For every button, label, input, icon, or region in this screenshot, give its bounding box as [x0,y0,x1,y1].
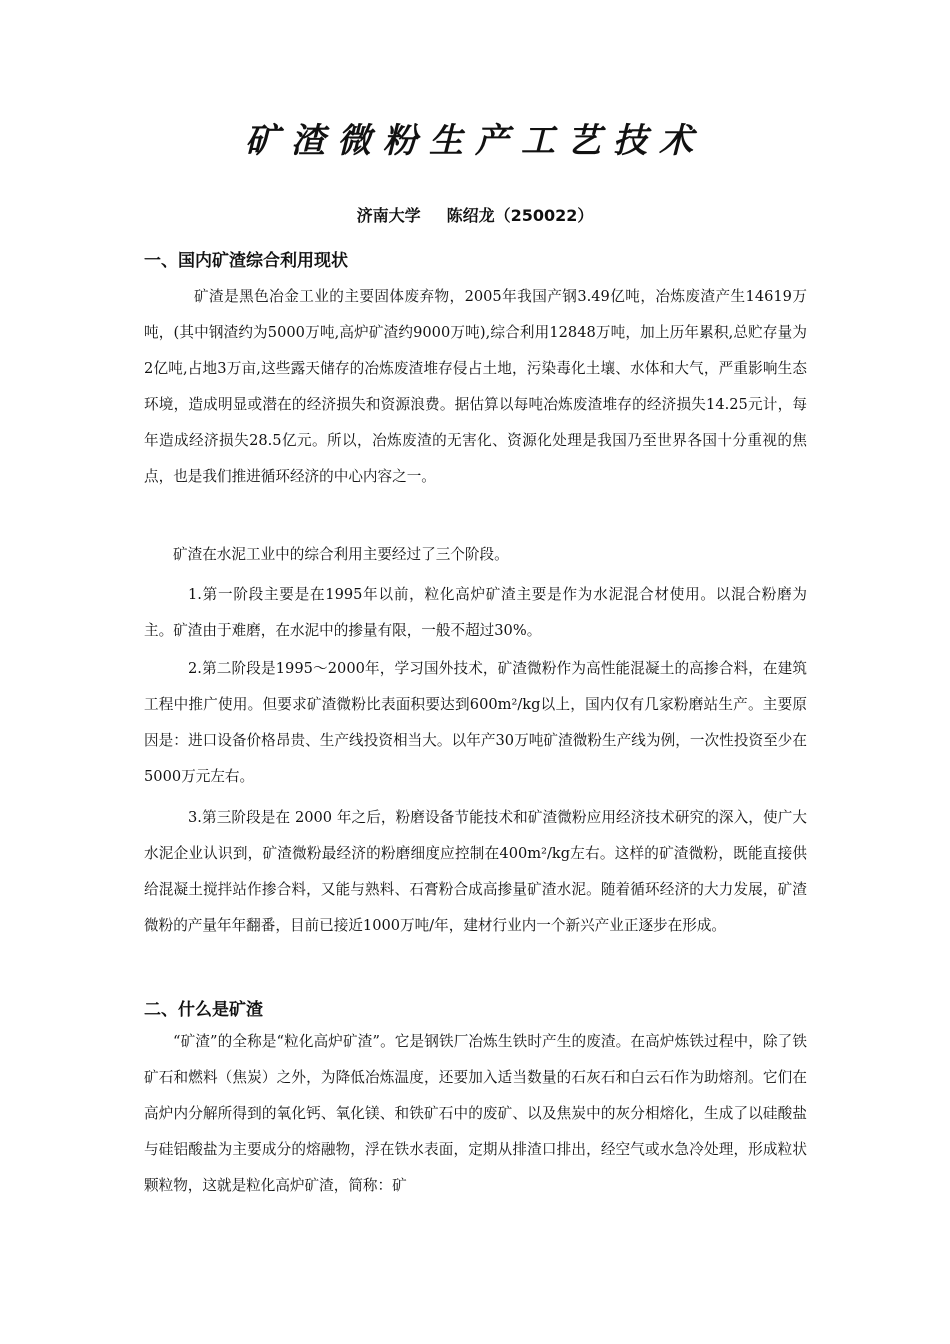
section1-heading: 一、国内矿渣综合利用现状 [144,251,348,271]
author-name: 陈绍龙（250022） [446,206,594,225]
section2-paragraph-1: “矿渣”的全称是“粒化高炉矿渣”。它是钢铁厂冶炼生铁时产生的废渣。在高炉炼铁过程中，除了铁矿石和燃料（焦炭）之外，为降低冶炼温度，还要加入适当数量的石灰石和白云石作为助熔剂。它们在高炉内分解所得到的氧化钙、氧化镁、和铁矿石中的废矿、以及焦炭中的灰分相熔化，生成了以硅酸盐与硅铝酸盐为主要成分的熔融物，浮在铁水表面，定期从排渣口排出，经空气或水急冷处理，形成粒状颗粒物，这就是粒化高炉矿渣，简称：矿 [144,1033,807,1194]
section1-paragraph-1: 矿渣是黑色冶金工业的主要固体废弃物，2005年我国产钢3.49亿吨，冶炼废渣产生14619万吨，(其中钢渣约为5000万吨,高炉矿渣约9000万吨),综合利用12848万吨，加上历年累积,总贮存量为2亿吨,占地3万亩,这些露天储存的冶炼废渣堆存侵占土地，污染毒化土壤、水体和大气，严重影响生态环境，造成明显或潜在的经济损失和资源浪费。据估算以每吨冶炼废渣堆存的经济损失14.25元计，每年造成经济损失28.5亿元。所以，冶炼废渣的无害化、资源化处理是我国乃至世界各国十分重视的焦点，也是我们推进循环经济的中心内容之一。 [144,288,807,485]
stage-3-paragraph: 3.第三阶段是在 2000 年之后，粉磨设备节能技术和矿渣微粉应用经济技术研究的深入，使广大水泥企业认识到，矿渣微粉最经济的粉磨细度应控制在400m²/kg左右。这样的矿渣微粉，既能直接供给混凝土搅拌站作掺合料，又能与熟料、石膏粉合成高掺量矿渣水泥。随着循环经济的大力发展，矿渣微粉的产量年年翻番，目前已接近1000万吨/年，建材行业内一个新兴产业正逐步在形成。 [144,809,807,934]
stage-1-paragraph: 1.第一阶段主要是在1995年以前，粒化高炉矿渣主要是作为水泥混合材使用。以混合粉磨为主。矿渣由于难磨，在水泥中的掺量有限，一般不超过30%。 [144,586,807,639]
author-organization: 济南大学 [356,206,421,225]
section2-heading: 二、什么是矿渣 [144,1000,263,1020]
author-line [0,203,950,226]
section1-paragraph-2: 矿渣在水泥工业中的综合利用主要经过了三个阶段。 [173,546,509,563]
document-title: 矿渣微粉生产工艺技术 [245,121,705,161]
stage-2-paragraph: 2.第二阶段是1995～2000年，学习国外技术，矿渣微粉作为高性能混凝土的高掺合料，在建筑工程中推广使用。但要求矿渣微粉比表面积要达到600m²/kg以上，国内仅有几家粉磨站生产。主要原因是：进口设备价格昂贵、生产线投资相当大。以年产30万吨矿渣微粉生产线为例，一次性投资至少在5000万元左右。 [144,660,807,785]
